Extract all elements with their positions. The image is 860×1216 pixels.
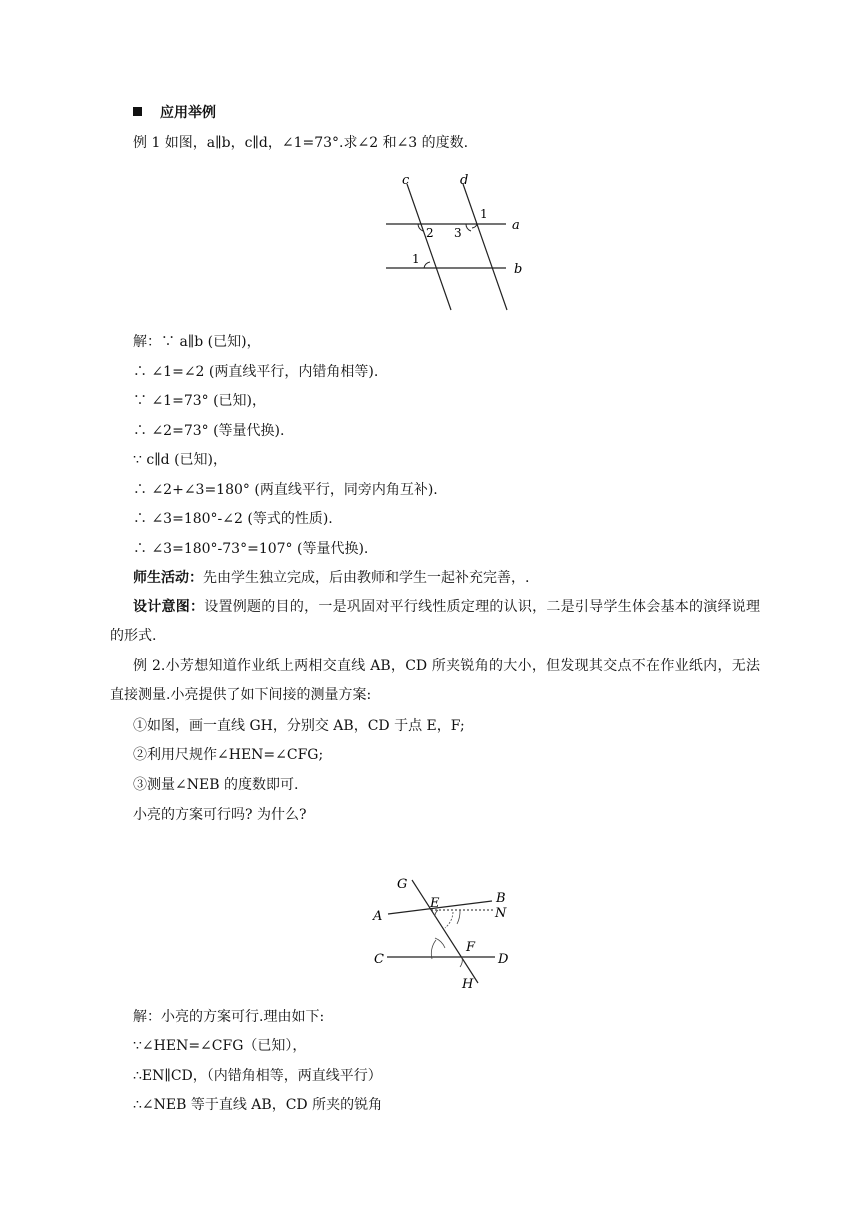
angle-3-arc — [466, 224, 471, 231]
label-c: c — [402, 173, 410, 188]
label-a: A — [373, 909, 383, 924]
solution1-line-6: ∴ ∠2+∠3=180° (两直线平行，同旁内角互补). — [133, 482, 438, 498]
example1-problem: 例 1 如图，a∥b，c∥d，∠1=73°.求∠2 和∠3 的度数. — [133, 135, 469, 151]
solution1-line-8: ∴ ∠3=180°-73°=107° (等量代换). — [133, 541, 369, 557]
example2-question: 小亮的方案可行吗? 为什么? — [133, 807, 307, 823]
design-text: 设置例题的目的，一是巩固对平行线性质定理的认识，二是引导学生体会基本的演绎说理的形式. — [110, 599, 760, 644]
label-f: F — [466, 940, 476, 955]
solution1-line-7: ∴ ∠3=180°-∠2 (等式的性质). — [133, 511, 333, 527]
label-angle-2: 2 — [426, 226, 434, 240]
activity-paragraph — [133, 568, 529, 588]
line-d — [463, 184, 507, 310]
design-label: 设计意图： — [133, 599, 205, 615]
construction-arc-4 — [431, 940, 436, 959]
line-gh — [412, 880, 478, 983]
design-paragraph — [110, 593, 760, 651]
angle-1-top-arc — [472, 224, 477, 228]
section-heading: 应用举例 — [133, 103, 216, 123]
solution1-line-1: 解：∵ a∥b (已知)， — [133, 334, 261, 350]
solution1-line-4: ∴ ∠2=73° (等量代换). — [133, 423, 285, 439]
label-angle-3: 3 — [454, 226, 462, 240]
label-d: d — [460, 173, 469, 188]
example2-step-2: ②利用尺规作∠HEN=∠CFG; — [133, 747, 324, 763]
example2-step-1: ①如图，画一直线 GH，分别交 AB，CD 于点 E，F; — [133, 718, 465, 734]
label-e: E — [430, 896, 440, 911]
label-h: H — [462, 977, 474, 992]
label-angle-1-bottom: 1 — [412, 252, 420, 266]
label-angle-1-top: 1 — [480, 207, 488, 221]
label-c: C — [374, 952, 384, 967]
square-bullet-icon — [133, 107, 142, 116]
parallel-lines-figure-1 — [380, 170, 540, 315]
label-b: B — [496, 891, 506, 906]
line-ab — [388, 901, 492, 914]
angle-f-arc — [460, 957, 462, 967]
label-g: G — [397, 877, 408, 892]
solution2-line-4: ∴∠NEB 等于直线 AB，CD 所夹的锐角 — [133, 1097, 383, 1113]
example2-step-3: ③测量∠NEB 的度数即可. — [133, 777, 299, 793]
solution2-line-2: ∵∠HEN=∠CFG（已知）， — [133, 1038, 307, 1054]
angle-1-bottom-arc — [424, 262, 430, 268]
label-n: N — [495, 906, 507, 921]
line-c — [407, 184, 451, 310]
activity-label: 师生活动： — [133, 570, 203, 586]
construction-arc-1 — [445, 912, 453, 928]
activity-text: 先由学生独立完成，后由教师和学生一起补充完善，. — [203, 570, 530, 586]
solution1-line-3: ∵ ∠1=73° (已知)， — [133, 393, 267, 409]
label-d: D — [498, 952, 509, 967]
label-a: a — [512, 218, 520, 233]
construction-arc-3 — [435, 938, 445, 948]
intersecting-lines-figure-2 — [365, 870, 525, 995]
construction-arc-2 — [457, 910, 460, 924]
label-b: b — [514, 262, 523, 277]
solution2-line-3: ∴EN∥CD，（内错角相等，两直线平行） — [133, 1068, 382, 1084]
example2-problem: 例 2.小芳想知道作业纸上两相交直线 AB，CD 所夹锐角的大小，但发现其交点不在作业纸内，无法直接测量.小亮提供了如下间接的测量方案: — [110, 658, 760, 703]
solution2-line-1: 解：小亮的方案可行.理由如下: — [133, 1009, 325, 1025]
solution1-line-2: ∴ ∠1=∠2 (两直线平行，内错角相等). — [133, 364, 379, 380]
solution1-line-5: ∵ c∥d (已知)， — [133, 452, 228, 468]
